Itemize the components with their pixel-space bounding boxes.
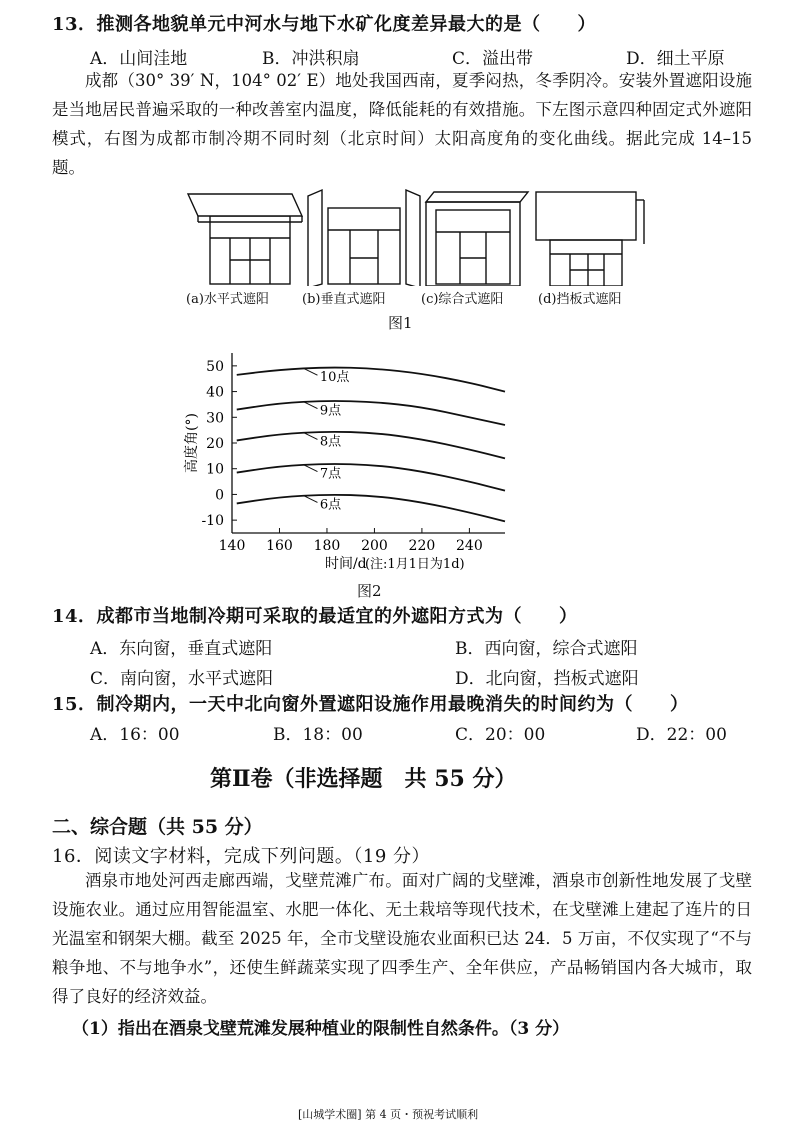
q16-material-text: 酒泉市地处河西走廊西端，戈壁荒滩广布。面对广阔的戈壁滩，酒泉市创新性地发展了戈壁设施农业。通过应用智能温室、水肥一体化、无土栽培等现代技术，在戈壁滩上建起了连片的日光温室和钢架大棚。截至 2025 年，全市戈壁设施农业面积已达 24．5 万亩，不仅实现了“不与粮争地、不与地争水”，还使生鲜蔬菜实现了四季生产、全年供应，产品畅销国内各大城市，取得了良好的经济效益。: [52, 871, 752, 1006]
q13-option-b: B．冲洪积扇: [262, 49, 360, 69]
vertical-shading-drawing: [308, 190, 420, 286]
x-tick-label: 200: [361, 538, 388, 554]
fig1-caption-b: (b)垂直式遮阳: [302, 292, 386, 307]
section-2-heading: 二、综合题（共 55 分）: [52, 816, 263, 838]
y-tick-label: 40: [206, 384, 224, 401]
series-label-leader: [303, 432, 317, 439]
series-line: [237, 495, 505, 522]
combined-shading-drawing: [426, 192, 528, 286]
series-line: [237, 401, 505, 425]
series-label: 6点: [319, 497, 342, 513]
series-line: [237, 464, 505, 491]
x-tick-label: 180: [313, 538, 341, 554]
horizontal-shading-drawing: [188, 194, 302, 284]
q14-option-a: A．东向窗，垂直式遮阳: [90, 639, 273, 659]
fig1-caption-c: (c)综合式遮阳: [421, 292, 504, 307]
page-footer: [山城学术圈] 第 4 页・预祝考试顺利: [298, 1108, 479, 1121]
q14-option-c: C．南向窗，水平式遮阳: [90, 669, 274, 689]
section-2-title: 第Ⅱ卷（非选择题 共 55 分）: [210, 766, 517, 792]
material-paragraph: [52, 66, 752, 182]
y-tick-label: 20: [206, 436, 224, 452]
series-line: [237, 432, 505, 459]
q15-option-d: D．22：00: [636, 725, 727, 745]
q14-option-b: B．西向窗，综合式遮阳: [455, 639, 638, 659]
q16-material: [52, 866, 752, 1011]
figure-2-sun-altitude-chart: [170, 345, 520, 580]
figure-2-title: 图2: [357, 582, 382, 600]
q16-subquestion-1: （1）指出在酒泉戈壁荒滩发展种植业的限制性自然条件。（3 分）: [72, 1019, 570, 1039]
q15-option-a: A．16：00: [90, 725, 180, 745]
fig1-caption-a: (a)水平式遮阳: [186, 292, 269, 307]
q15-option-b: B．18：00: [273, 725, 363, 745]
figure-1-title: 图1: [388, 314, 413, 332]
y-tick-label: -10: [201, 513, 224, 530]
series-label: 7点: [319, 466, 342, 482]
series-label: 9点: [319, 403, 342, 419]
series-label-leader: [303, 495, 317, 502]
figure-1-shading-diagrams: [180, 188, 650, 286]
y-tick-label: 30: [206, 410, 224, 427]
x-tick-label: 220: [408, 538, 436, 554]
q14-option-d: D．北向窗，挡板式遮阳: [455, 669, 639, 689]
series-label-leader: [303, 465, 317, 472]
question-15-stem: 15．制冷期内，一天中北向窗外置遮阳设施作用最晚消失的时间约为（ ）: [52, 694, 689, 715]
q13-option-c: C．溢出带: [452, 49, 534, 69]
y-axis-label: 高度角(°): [184, 413, 200, 473]
baffle-shading-drawing: [536, 192, 644, 286]
x-tick-label: 140: [218, 538, 246, 554]
fig1-caption-d: (d)挡板式遮阳: [538, 292, 622, 307]
series-label-leader: [303, 368, 317, 375]
series-label: 10点: [319, 370, 350, 386]
material-text: 成都（30° 39′ N，104° 02′ E）地处我国西南，夏季闷热，冬季阴冷。安装外置遮阳设施是当地居民普遍采取的一种改善室内温度，降低能耗的有效措施。下左图示意四种固定式外遮阳模式，右图为成都市制冷期不同时刻（北京时间）太阳高度角的变化曲线。据此完成 14–15 题。: [52, 71, 752, 177]
x-axis-note: (注:1月1日为1d): [364, 557, 465, 572]
series-label: 8点: [319, 434, 342, 450]
x-axis-label: 时间/d: [324, 556, 367, 572]
y-tick-label: 0: [215, 487, 224, 504]
y-tick-label: 50: [206, 358, 224, 375]
question-13-stem: 13．推测各地貌单元中河水与地下水矿化度差异最大的是（ ）: [52, 14, 597, 35]
series-label-leader: [303, 402, 317, 409]
x-tick-label: 240: [456, 538, 483, 554]
question-16-stem: 16．阅读文字材料，完成下列问题。（19 分）: [52, 846, 431, 867]
q13-option-a: A．山间洼地: [90, 49, 188, 69]
question-14-stem: 14．成都市当地制冷期可采取的最适宜的外遮阳方式为（ ）: [52, 606, 578, 627]
q13-option-d: D．细土平原: [626, 49, 725, 69]
q15-option-c: C．20：00: [455, 725, 546, 745]
y-tick-label: 10: [206, 461, 224, 478]
x-tick-label: 160: [266, 538, 293, 554]
series-line: [237, 368, 505, 392]
